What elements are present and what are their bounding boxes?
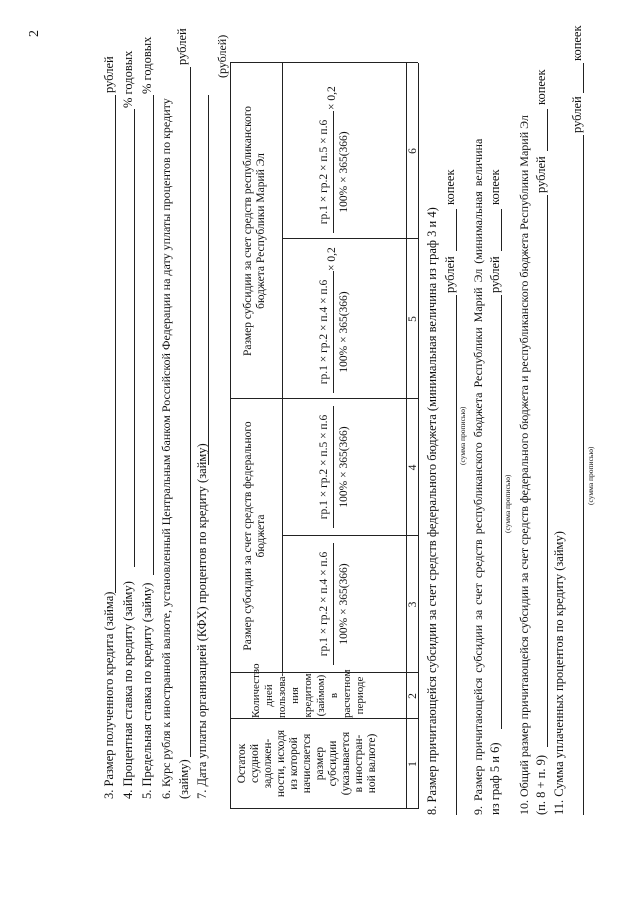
item-9-rub: рублей	[488, 256, 502, 293]
item-4-label: 4. Процентная ставка по кредиту (займу)	[121, 581, 135, 799]
item-5-blank[interactable]	[153, 95, 154, 575]
federal-header: Размер субсидии за счет средств федерального бюджета	[242, 421, 267, 651]
item-9-kop-blank[interactable]	[501, 209, 502, 251]
item-11-note: (сумма прописью)	[586, 446, 595, 505]
item-11-rub: рублей	[570, 96, 584, 133]
item-6-unit: рублей	[175, 28, 189, 65]
col-number-5: 5	[407, 316, 419, 322]
col-number-2: 2	[407, 693, 419, 699]
item-11-amount-blank[interactable]	[583, 135, 584, 815]
item-5-unit: % годовых	[140, 36, 154, 94]
item-8-rub: рублей	[443, 256, 457, 293]
item-3-unit: рублей	[102, 56, 116, 93]
item-4-blank[interactable]	[134, 109, 135, 567]
mult-col5: × 0,2	[326, 247, 338, 271]
item-10-kop: копеек	[534, 69, 548, 105]
item-7-blank[interactable]	[208, 95, 209, 465]
col-number-4: 4	[407, 464, 419, 471]
item-10-rub: рублей	[534, 156, 548, 193]
col-number-3: 3	[407, 601, 419, 608]
item-8-note: (сумма прописью)	[458, 406, 467, 465]
formula-col4: гр.1 × гр.2 × п.5 × п.6 100% × 365(366)	[318, 406, 351, 528]
col-number-6: 6	[407, 148, 419, 154]
col-number-1: 1	[407, 761, 419, 767]
item-11-label: 11. Сумма уплаченных процентов по кредиту (займу)	[552, 531, 566, 815]
item-10-label-line1: 10. Общий размер причитающейся субсидии за счет средств федерального бюджета и республиканского бюджета Республики Марий Эл	[517, 115, 531, 815]
regional-header: Размер субсидии за счет средств республиканского бюджета Республики Марий Эл	[242, 105, 267, 357]
formula-col3: гр.1 × гр.2 × п.4 × п.6 100% × 365(366)	[318, 543, 351, 665]
item-9-label-line2: из граф 5 и 6)	[488, 742, 502, 815]
item-8-kop: копеек	[443, 169, 457, 205]
item-10-kop-blank[interactable]	[547, 109, 548, 151]
item-6-blank[interactable]	[190, 67, 191, 757]
item-9-amount-blank[interactable]	[501, 295, 502, 729]
item-11-kop: копеек	[570, 25, 584, 61]
table-unit-note: (рублей)	[215, 34, 229, 78]
page-number: 2	[27, 30, 42, 37]
item-8-amount-blank[interactable]	[456, 295, 457, 815]
item-10-amount-blank[interactable]	[547, 195, 548, 747]
item-3-label: 3. Размер полученного кредита (займа)	[102, 591, 116, 799]
item-6-label-line1: 6. Курс рубля к иностранной валюте, установленный Центральным банком Российской Федерации на дату уплаты процентов по кредиту	[159, 98, 173, 799]
col2-header: Количество дней пользова- ния кредитом (займом) в расчетном периоде	[250, 663, 366, 718]
col1-header: Остаток ссудной задолжен- ности, исходя из которой начисляется размер субсидии (указывается в иностран- ной валюте)	[236, 729, 378, 798]
item-6-label-line2: (займу)	[177, 759, 191, 799]
item-8-kop-blank[interactable]	[456, 209, 457, 251]
item-11-kop-blank[interactable]	[583, 63, 584, 93]
item-5-label: 5. Предельная ставка по кредиту (займу)	[140, 582, 154, 799]
item-9-label-line1: 9. Размер причитающейся субсидии за счет средств республиканского бюджета Республики Марий Эл (минимальная величина	[471, 138, 485, 815]
formula-col5: гр.1 × гр.2 × п.4 × п.6 100% × 365(366)	[318, 271, 351, 393]
formula-col6: гр.1 × гр.2 × п.5 × п.6 100% × 365(366)	[318, 111, 351, 233]
item-3-blank[interactable]	[115, 95, 116, 593]
item-4-unit: % годовых	[121, 50, 135, 108]
item-9-kop: копеек	[488, 169, 502, 205]
mult-col6: × 0,2	[326, 86, 338, 110]
item-10-label-line2: (п. 8 + п. 9)	[534, 754, 548, 815]
item-9-note: (сумма прописью)	[503, 474, 512, 533]
item-8-label: 8. Размер причитающейся субсидии за счет средств федерального бюджета (минимальная величина из граф 3 и 4)	[425, 207, 439, 815]
item-7-label: 7. Дата уплаты организацией (КФХ) процентов по кредиту (займу)	[195, 443, 209, 799]
